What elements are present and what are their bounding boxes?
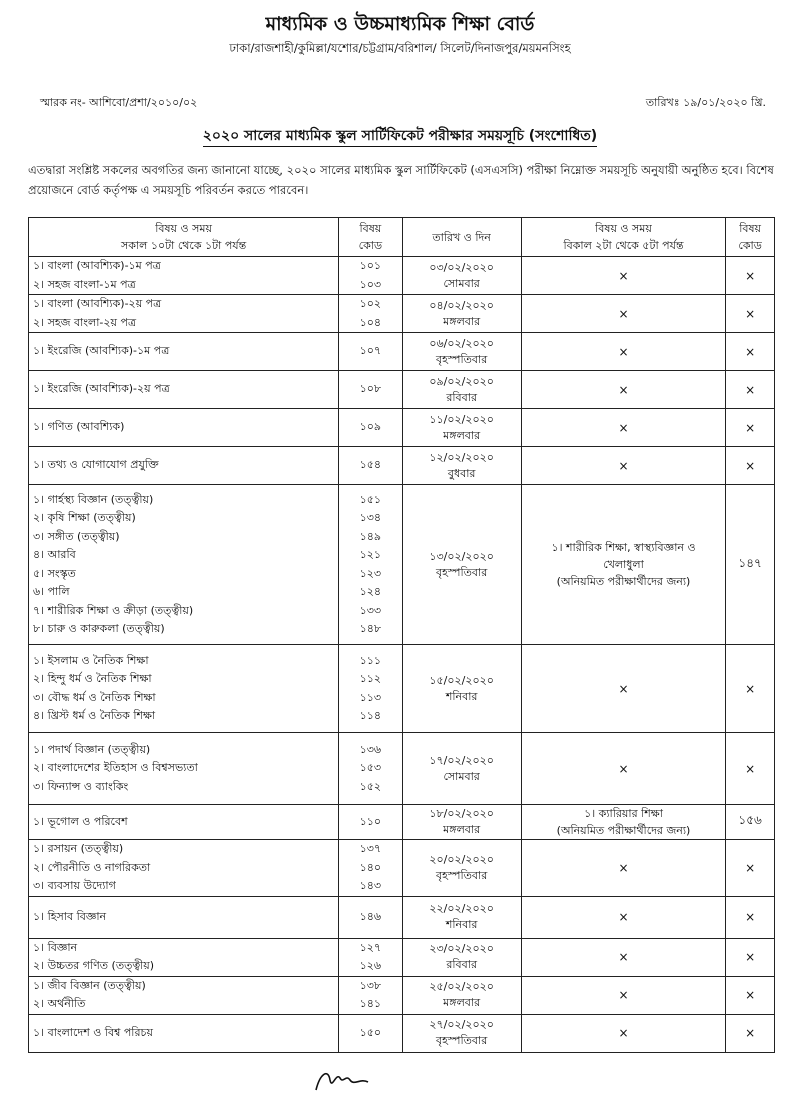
date-cell [402, 840, 521, 897]
subject-code: ১১১ [359, 653, 382, 667]
date-cell [402, 645, 521, 733]
afternoon-cell [521, 645, 725, 733]
afternoon-subject: × [618, 420, 629, 435]
afternoon-code-cell: × [726, 257, 775, 295]
afternoon-code-cell: × [726, 733, 775, 805]
afternoon-subject: খেলাধুলা [603, 558, 644, 571]
subjects-cell [29, 896, 339, 938]
afternoon-subject: × [618, 681, 629, 696]
notice-subject-text: ২০২০ সালের মাধ্যমিক স্কুল সার্টিফিকেট পরীক্ষার সময়সূচি (সংশোধিত) [203, 128, 597, 147]
subject-name: ৩। সঙ্গীত (তত্ত্বীয়) [33, 529, 120, 543]
codes-cell [339, 896, 402, 938]
header-code2-line2: কোড [738, 239, 762, 252]
subject-code: ১২৬ [359, 959, 382, 972]
afternoon-subject: × [618, 1026, 629, 1040]
date-cell [402, 805, 521, 840]
subject-code: ১৫১ [359, 492, 382, 506]
header-code-line2: কোড [358, 239, 383, 252]
header-code [339, 218, 402, 257]
subjects-cell [29, 938, 339, 976]
exam-date: ২৫/০২/২০২০ [429, 980, 494, 993]
afternoon-code-cell: × [726, 409, 775, 447]
subjects-cell [29, 733, 339, 805]
exam-day: বুধবার [447, 466, 476, 480]
codes-cell [339, 485, 402, 645]
subjects-cell [29, 295, 339, 333]
table-row [29, 976, 775, 1014]
subject-name: ৪। খ্রিস্ট ধর্ম ও নৈতিক শিক্ষা [33, 709, 156, 722]
afternoon-cell [521, 409, 725, 447]
afternoon-cell [521, 733, 725, 805]
exam-day: শনিবার [445, 918, 478, 931]
subject-name: ২। সহজ বাংলা-১ম পত্র [33, 277, 136, 291]
codes-cell [339, 257, 402, 295]
subjects-cell [29, 447, 339, 485]
exam-date: ১৮/০২/২০২০ [429, 807, 494, 820]
subject-name: ১। রসায়ন (তত্ত্বীয়) [33, 842, 124, 855]
subjects-cell [29, 257, 339, 295]
subject-code: ১৩৬ [359, 742, 382, 756]
afternoon-cell [521, 805, 725, 840]
afternoon-code-cell: × [726, 371, 775, 409]
header-morning-line2: সকাল ১০টা থেকে ১টা পর্যন্ত [121, 239, 247, 252]
codes-cell [339, 1014, 402, 1052]
signature [310, 1064, 390, 1094]
afternoon-subject: × [618, 268, 629, 283]
subjects-cell [29, 371, 339, 409]
codes-cell [339, 805, 402, 840]
table-row [29, 733, 775, 805]
subject-name: ১। ইংরেজি (আবশ্যিক)-১ম পত্র [33, 344, 170, 358]
afternoon-cell [521, 976, 725, 1014]
exam-date: ২২/০২/২০২০ [429, 902, 494, 915]
afternoon-subject: (অনিয়মিত পরীক্ষার্থীদের জন্য) [556, 575, 691, 588]
subjects-cell [29, 333, 339, 371]
subject-code: ১০১ [359, 259, 382, 272]
afternoon-subject: × [618, 306, 629, 321]
subject-code: ১৩৭ [359, 842, 382, 855]
date-cell [402, 485, 521, 645]
subject-code: ১৫২ [359, 779, 382, 793]
exam-date: ১৭/০২/২০২০ [429, 753, 494, 767]
date-cell [402, 733, 521, 805]
afternoon-subject: (অনিয়মিত পরীক্ষার্থীদের জন্য) [556, 824, 691, 837]
afternoon-subject: × [618, 950, 629, 964]
notice-body: এতদ্বারা সংশ্লিষ্ট সকলের অবগতির জন্য জানানো যাচ্ছে, ২০২০ সালের মাধ্যমিক স্কুল সার্টিফিকেট (এসএসসি) পরীক্ষা নিম্নোক্ত সময়সূচি অনুযায়ী অনুষ্ঠিত হবে। বিশেষ প্রয়োজনে বোর্ড কর্তৃপক্ষ এ সময়সূচি পরিবর্তন করতে পারবেন। [28, 163, 774, 197]
subjects-cell [29, 840, 339, 897]
afternoon-cell [521, 1014, 725, 1052]
afternoon-cell [521, 840, 725, 897]
exam-day: বৃহস্পতিবার [436, 565, 488, 579]
subject-code: ১৪০ [359, 860, 382, 874]
table-header-row [29, 218, 775, 257]
subject-code: ১২১ [359, 548, 382, 561]
exam-day: রবিবার [446, 958, 477, 971]
subject-code: ১০৮ [359, 382, 382, 396]
table-row [29, 371, 775, 409]
date-cell [402, 896, 521, 938]
codes-cell [339, 295, 402, 333]
codes-cell [339, 976, 402, 1014]
subjects-cell [29, 976, 339, 1014]
afternoon-code-cell: × [726, 645, 775, 733]
afternoon-subject: × [618, 761, 629, 776]
codes-cell [339, 733, 402, 805]
board-list: ঢাকা/রাজশাহী/কুমিল্লা/যশোর/চট্টগ্রাম/বরিশাল/ সিলেট/দিনাজপুর/ময়মনসিংহ [229, 41, 571, 55]
exam-day: মঙ্গলবার [443, 314, 481, 328]
exam-date: ১৩/০২/২০২০ [429, 549, 494, 563]
subject-name: ২। হিন্দু ধর্ম ও নৈতিক শিক্ষা [33, 672, 152, 685]
subjects-cell [29, 1014, 339, 1052]
subject-code: ১১৩ [359, 690, 382, 704]
exam-day: রবিবার [446, 390, 477, 404]
table-row [29, 409, 775, 447]
afternoon-cell [521, 896, 725, 938]
subject-name: ২। বাংলাদেশের ইতিহাস ও বিশ্বসভ্যতা [33, 761, 198, 775]
table-row [29, 805, 775, 840]
exam-date: ১২/০২/২০২০ [429, 450, 494, 464]
afternoon-subject: × [618, 860, 629, 875]
exam-date: ২৭/০২/২০২০ [429, 1018, 494, 1031]
exam-date: ০৬/০২/২০২০ [429, 336, 494, 350]
header-code-line1: বিষয় [359, 222, 382, 235]
exam-day: শনিবার [445, 689, 478, 703]
afternoon-subject: ১। ক্যারিয়ার শিক্ষা [584, 807, 663, 820]
exam-day: বৃহস্পতিবার [436, 868, 488, 882]
afternoon-code-cell: × [726, 840, 775, 897]
header-date [402, 218, 521, 257]
subject-code: ১২৭ [359, 940, 382, 954]
afternoon-code-cell: ১৪৭ [726, 485, 775, 645]
exam-day: বৃহস্পতিবার [436, 1034, 488, 1047]
subject-code: ১৫৪ [359, 458, 382, 472]
afternoon-cell [521, 371, 725, 409]
exam-date: ০৩/০২/২০২০ [429, 260, 494, 274]
header-afternoon-line2: বিকাল ২টা থেকে ৫টা পর্যন্ত [563, 239, 684, 252]
header-date-text: তারিখ ও দিন [432, 230, 491, 244]
subject-name: ২। অর্থনীতি [33, 997, 86, 1010]
subject-code: ১০৪ [359, 315, 382, 329]
date-cell [402, 938, 521, 976]
notice-subject [0, 124, 800, 148]
subject-name: ১। গণিত (আবশ্যিক) [33, 420, 125, 434]
subject-name: ১। তথ্য ও যোগাযোগ প্রযুক্তি [33, 458, 159, 472]
exam-date: ২৩/০২/২০২০ [429, 942, 494, 955]
subject-code: ১০৯ [359, 420, 382, 434]
schedule-body [29, 257, 775, 1053]
subject-name: ১। ইসলাম ও নৈতিক শিক্ষা [33, 653, 149, 667]
subject-code: ১৩৮ [359, 978, 382, 992]
subject-name: ৮। চারু ও কারুকলা (তত্ত্বীয়) [33, 622, 165, 635]
subject-name: ২। সহজ বাংলা-২য় পত্র [33, 315, 137, 329]
subject-code: ১৩৩ [359, 603, 382, 617]
exam-date: ০৯/০২/২০২০ [429, 374, 494, 388]
afternoon-cell [521, 295, 725, 333]
subject-code: ১২৪ [359, 585, 382, 598]
subject-code: ১৪৩ [359, 879, 382, 892]
afternoon-code-cell: × [726, 333, 775, 371]
subject-code: ১৪৯ [359, 529, 382, 543]
afternoon-code-cell: × [726, 295, 775, 333]
exam-day: মঙ্গলবার [443, 428, 481, 442]
header-code2 [726, 218, 775, 257]
subject-code: ১১০ [359, 814, 382, 828]
subject-code: ১৪১ [359, 997, 382, 1010]
subject-name: ৩। বৌদ্ধ ধর্ম ও নৈতিক শিক্ষা [33, 690, 156, 704]
subject-name: ১। পদার্থ বিজ্ঞান (তত্ত্বীয়) [33, 742, 151, 756]
table-row [29, 938, 775, 976]
subject-name: ৩। ফিন্যান্স ও ব্যাংকিং [33, 779, 129, 793]
board-title: মাধ্যমিক ও উচ্চমাধ্যমিক শিক্ষা বোর্ড [265, 13, 535, 35]
afternoon-cell [521, 333, 725, 371]
afternoon-code-cell: × [726, 896, 775, 938]
codes-cell [339, 333, 402, 371]
subject-code: ১১৪ [359, 709, 382, 722]
date-cell [402, 1014, 521, 1052]
subject-name: ৪। আরবি [33, 548, 76, 561]
table-row [29, 447, 775, 485]
subject-name: ৬। পালি [33, 585, 70, 598]
subject-name: ২। উচ্চতর গণিত (তত্ত্বীয়) [33, 959, 155, 972]
afternoon-code-cell: ১৫৬ [726, 805, 775, 840]
exam-day: মঙ্গলবার [443, 823, 481, 836]
afternoon-code-cell: × [726, 447, 775, 485]
header-code2-line1: বিষয় [739, 222, 762, 235]
afternoon-code-cell: × [726, 976, 775, 1014]
header-afternoon [521, 218, 725, 257]
subject-name: ১। জীব বিজ্ঞান (তত্ত্বীয়) [33, 978, 146, 992]
afternoon-subject: × [618, 910, 629, 924]
subjects-cell [29, 805, 339, 840]
exam-date: ১১/০২/২০২০ [429, 412, 494, 426]
afternoon-cell [521, 257, 725, 295]
exam-day: সোমবার [443, 769, 480, 783]
subjects-cell [29, 485, 339, 645]
subjects-cell [29, 645, 339, 733]
subject-code: ১৪৬ [359, 909, 382, 923]
afternoon-cell [521, 485, 725, 645]
exam-day: মঙ্গলবার [443, 996, 481, 1009]
codes-cell [339, 840, 402, 897]
exam-date: ০৪/০২/২০২০ [429, 298, 494, 312]
subject-code: ১০৩ [359, 277, 382, 291]
subject-code: ১৫০ [359, 1025, 382, 1039]
codes-cell [339, 645, 402, 733]
afternoon-subject: × [618, 382, 629, 397]
subject-name: ১। বিজ্ঞান [33, 940, 78, 954]
exam-date: ১৫/০২/২০২০ [429, 673, 494, 687]
subject-name: ৩। ব্যবসায় উদ্যোগ [33, 879, 116, 892]
header-morning-line1: বিষয় ও সময় [155, 222, 212, 235]
afternoon-cell [521, 447, 725, 485]
subject-name: ১। গার্হস্থ্য বিজ্ঞান (তত্ত্বীয়) [33, 492, 154, 506]
table-row [29, 896, 775, 938]
date-cell [402, 976, 521, 1014]
header-afternoon-line1: বিষয় ও সময় [595, 222, 652, 235]
date-cell [402, 371, 521, 409]
codes-cell [339, 938, 402, 976]
subject-name: ২। পৌরনীতি ও নাগরিকতা [33, 860, 151, 874]
subject-name: ১। বাংলাদেশ ও বিশ্ব পরিচয় [33, 1025, 153, 1039]
table-row [29, 333, 775, 371]
subject-code: ১৩৪ [359, 511, 382, 524]
subject-name: ১। বাংলা (আবশ্যিক)-২য় পত্র [33, 297, 162, 310]
exam-day: সোমবার [443, 276, 480, 290]
subject-name: ১। ভূগোল ও পরিবেশ [33, 814, 128, 828]
table-row [29, 840, 775, 897]
table-row [29, 485, 775, 645]
codes-cell [339, 409, 402, 447]
codes-cell [339, 371, 402, 409]
notice-date: তারিখঃ ১৯/০১/২০২০ খ্রি. [645, 96, 766, 109]
exam-day: বৃহস্পতিবার [436, 352, 488, 366]
afternoon-subject: ১। শারীরিক শিক্ষা, স্বাস্থ্যবিজ্ঞান ও [551, 541, 696, 554]
memo-number: স্মারক নং- আশিবো/প্রশা/২০১০/০২ [40, 96, 198, 109]
subject-code: ১১২ [359, 672, 382, 685]
subject-code: ১৫৩ [359, 761, 382, 775]
date-cell [402, 295, 521, 333]
afternoon-cell [521, 938, 725, 976]
subject-code: ১০২ [359, 297, 382, 310]
subject-name: ২। কৃষি শিক্ষা (তত্ত্বীয়) [33, 511, 136, 524]
table-row [29, 257, 775, 295]
subjects-cell [29, 409, 339, 447]
afternoon-subject: × [618, 988, 629, 1002]
exam-schedule-table [28, 217, 775, 1053]
codes-cell [339, 447, 402, 485]
afternoon-code-cell: × [726, 1014, 775, 1052]
afternoon-subject: × [618, 458, 629, 473]
date-cell [402, 409, 521, 447]
table-row [29, 1014, 775, 1052]
afternoon-code-cell: × [726, 938, 775, 976]
exam-date: ২০/০২/২০২০ [429, 852, 494, 866]
subject-name: ১। হিসাব বিজ্ঞান [33, 909, 107, 923]
subject-name: ১। বাংলা (আবশ্যিক)-১ম পত্র [33, 259, 161, 272]
header-morning [29, 218, 339, 257]
subject-code: ১০৭ [359, 344, 382, 358]
subject-code: ১৪৮ [359, 622, 382, 635]
date-cell [402, 257, 521, 295]
subject-code: ১২৩ [359, 566, 382, 580]
subject-name: ৭। শারীরিক শিক্ষা ও ক্রীড়া (তত্ত্বীয়) [33, 603, 194, 617]
table-row [29, 645, 775, 733]
afternoon-subject: × [618, 344, 629, 359]
subject-name: ১। ইংরেজি (আবশ্যিক)-২য় পত্র [33, 382, 170, 396]
date-cell [402, 333, 521, 371]
table-row [29, 295, 775, 333]
subject-name: ৫। সংস্কৃত [33, 566, 76, 580]
date-cell [402, 447, 521, 485]
